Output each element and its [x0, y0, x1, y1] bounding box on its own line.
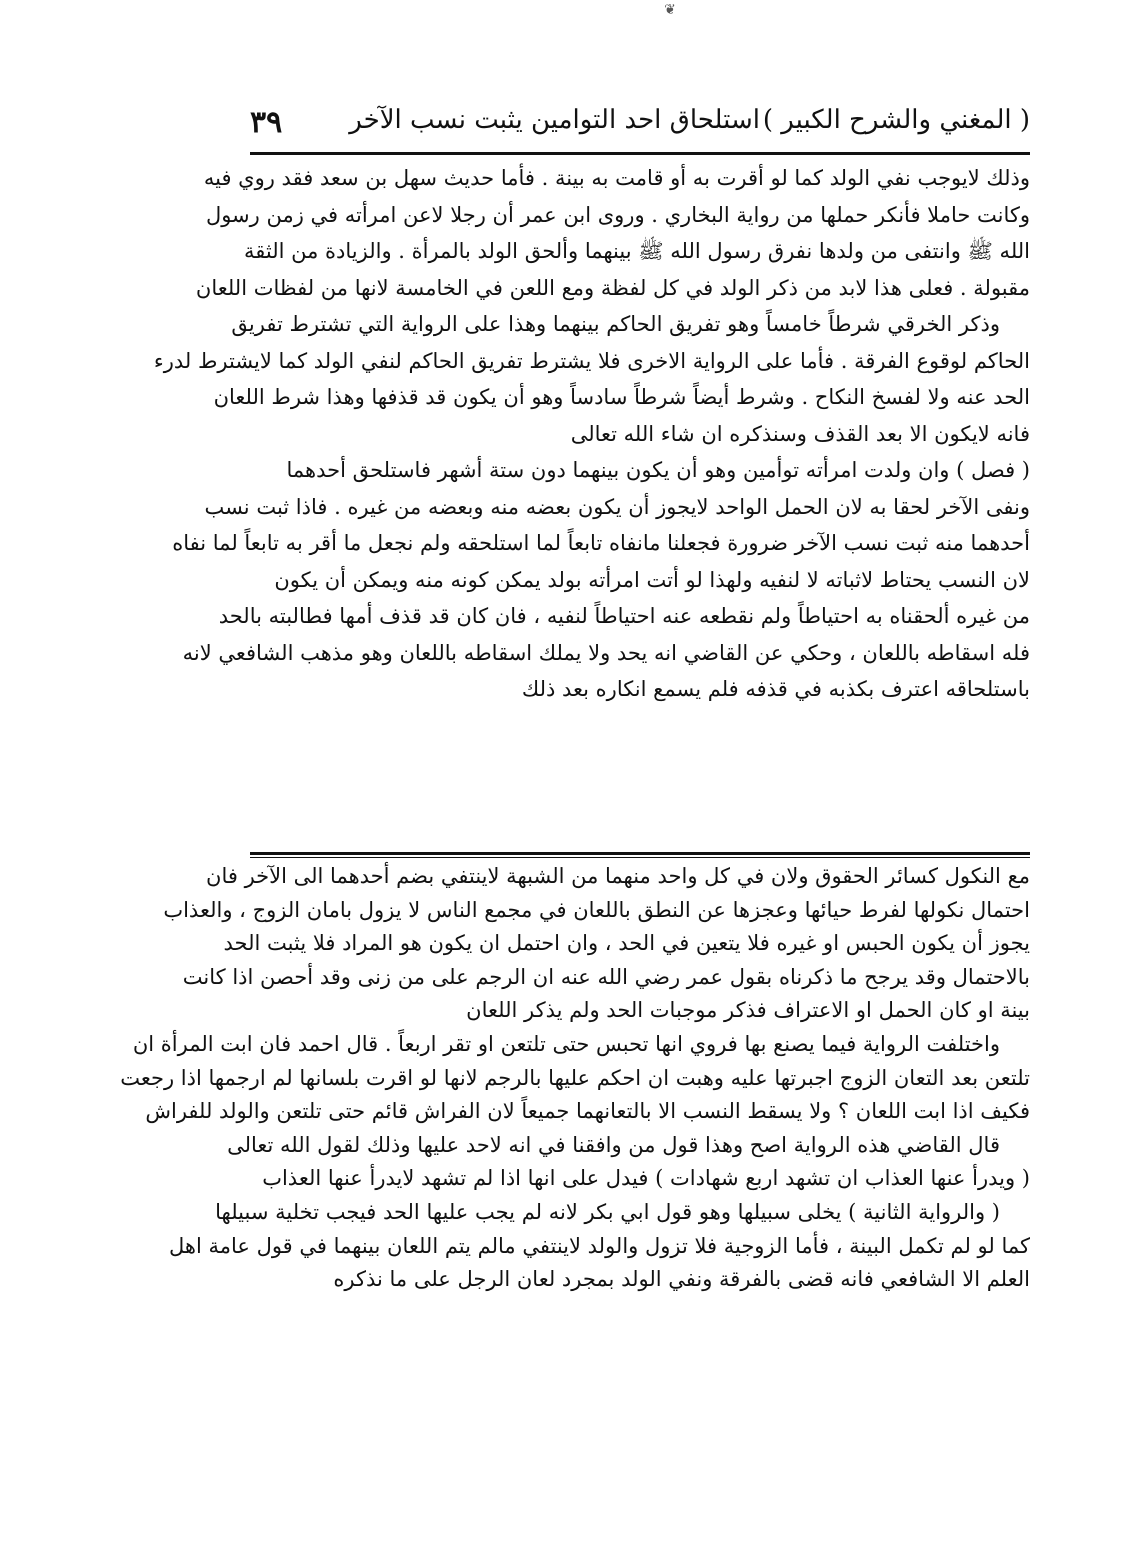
text-line: الحد عنه ولا لفسخ النكاح . وشرط أيضاً شرطاً سادساً وهو أن يكون قد قذفها وهذا شرط اللعان	[213, 385, 1030, 409]
text-line: واختلفت الرواية فيما يصنع بها فروي انها تحبس حتى تلتعن او تقر اربعاً . قال احمد فان ابت المرأة ان	[132, 1031, 1000, 1056]
header-rule	[250, 152, 1030, 155]
top-ornament: ❦	[664, 2, 676, 18]
text-line: احتمال نكولها لفرط حيائها وعجزها عن النطق باللعان في مجمع الناس لا يزول بامان الزوج ، والعذاب	[163, 897, 1030, 922]
text-line: فله اسقاطه باللعان ، وحكي عن القاضي انه يحد ولا يملك اسقاطه باللعان وهو مذهب الشافعي لانه	[182, 640, 1030, 665]
text-line: يجوز أن يكون الحبس او غيره فلا يتعين في الحد ، وان احتمل ان يكون هو المراد فلا يثبت الحد	[223, 931, 1030, 956]
text-line: فانه لايكون الا بعد القذف وسنذكره ان شاء الله تعالى	[570, 421, 1030, 446]
footnote-text	[120, 860, 1030, 1297]
text-line: كما لو لم تكمل البينة ، فأما الزوجية فلا تزول والولد لاينتفي مالم يتم اللعان بينهما في قول عامة اهل	[168, 1233, 1030, 1258]
text-line: ( والرواية الثانية ) يخلى سبيلها وهو قول ابي بكر لانه لم يجب عليها الحد فيجب تخلية سبيلها	[215, 1199, 1000, 1224]
main-text	[153, 160, 1030, 708]
page-number: ٣٩	[250, 105, 283, 140]
text-line: مقبولة . فعلى هذا لابد من ذكر الولد في كل لفظة ومع اللعن في الخامسة لانها من لفظات اللعان	[195, 275, 1030, 300]
text-line: بينة او كان الحمل او الاعتراف فذكر موجبات الحد ولم يذكر اللعان	[466, 998, 1030, 1023]
book-title: ( المغني والشرح الكبير )	[762, 105, 1030, 135]
text-line: قال القاضي هذه الرواية اصح وهذا قول من وافقنا في انه لاحد عليها وذلك لقول الله تعالى	[227, 1132, 1000, 1157]
text-line: وذكر الخرقي شرطاً خامساً وهو تفريق الحاكم بينهما وهذا على الرواية التي تشترط تفريق	[231, 312, 1000, 336]
page-header	[250, 105, 1030, 151]
text-line: من غيره ألحقناه به احتياطاً ولم نقطعه عنه احتياطاً لنفيه ، فان كان قد قذف أمها فطالبته بالحد	[218, 604, 1030, 628]
text-line: ونفى الآخر لحقا به لان الحمل الواحد لايجوز أن يكون بعضه منه وبعضه من غيره . فاذا ثبت نسب	[204, 494, 1030, 519]
text-line: ( ويدرأ عنها العذاب ان تشهد اربع شهادات ) فيدل على انها اذا لم تشهد لايدرأ عنها العذاب	[262, 1166, 1030, 1191]
text-line: تلتعن بعد التعان الزوج اجبرتها عليه وهبت ان احكم عليها بالرجم لانها لو اقرت بلسانها لم ارجمها اذا رجعت	[120, 1065, 1030, 1090]
text-line: الحاكم لوقوع الفرقة . فأما على الرواية الاخرى فلا يشترط تفريق الحاكم لنفي الولد كما لايشترط لدرء	[153, 348, 1030, 373]
text-line: وذلك لايوجب نفي الولد كما لو أقرت به أو قامت به بينة . فأما حديث سهل بن سعد فقد روي فيه	[203, 166, 1030, 190]
text-line: لان النسب يحتاط لاثباته لا لنفيه ولهذا لو أتت امرأته بولد يمكن كونه منه ويمكن أن يكون	[274, 567, 1030, 592]
text-line: بالاحتمال وقد يرجح ما ذكرناه بقول عمر رضي الله عنه ان الرجم على من زنى وقد أحصن اذا كانت	[182, 964, 1030, 989]
text-line: الله ﷺ وانتفى من ولدها نفرق رسول الله ﷺ بينهما وألحق الولد بالمرأة . والزيادة من الثقة	[244, 239, 1030, 263]
text-line: أحدهما منه ثبت نسب الآخر ضرورة فجعلنا مانفاه تابعاً لما استلحقه ولم نجعل ما أقر به تابعاً لما نفاه	[172, 531, 1030, 555]
text-line: العلم الا الشافعي فانه قضى بالفرقة ونفي الولد بمجرد لعان الرجل على ما نذكره	[333, 1267, 1030, 1292]
footnote-separator	[250, 852, 1030, 858]
text-line: وكانت حاملا فأنكر حملها من رواية البخاري . وروى ابن عمر أن رجلا لاعن امرأته في زمن رسول	[205, 202, 1030, 227]
text-line: مع النكول كسائر الحقوق ولان في كل واحد منهما من الشبهة لاينتفي بضم أحدهما الى الآخر فان	[206, 864, 1030, 888]
text-line: فكيف اذا ابت اللعان ؟ ولا يسقط النسب الا بالتعانهما جميعاً لان الفراش قائم حتى تلتعن والولد للفراش	[145, 1099, 1030, 1124]
running-head-topic: استلحاق احد التوامين يثبت نسب الآخر	[349, 105, 760, 135]
text-line: باستلحاقه اعترف بكذبه في قذفه فلم يسمع انكاره بعد ذلك	[521, 677, 1030, 701]
text-line: ( فصل ) وان ولدت امرأته توأمين وهو أن يكون بينهما دون ستة أشهر فاستلحق أحدهما	[286, 458, 1030, 482]
